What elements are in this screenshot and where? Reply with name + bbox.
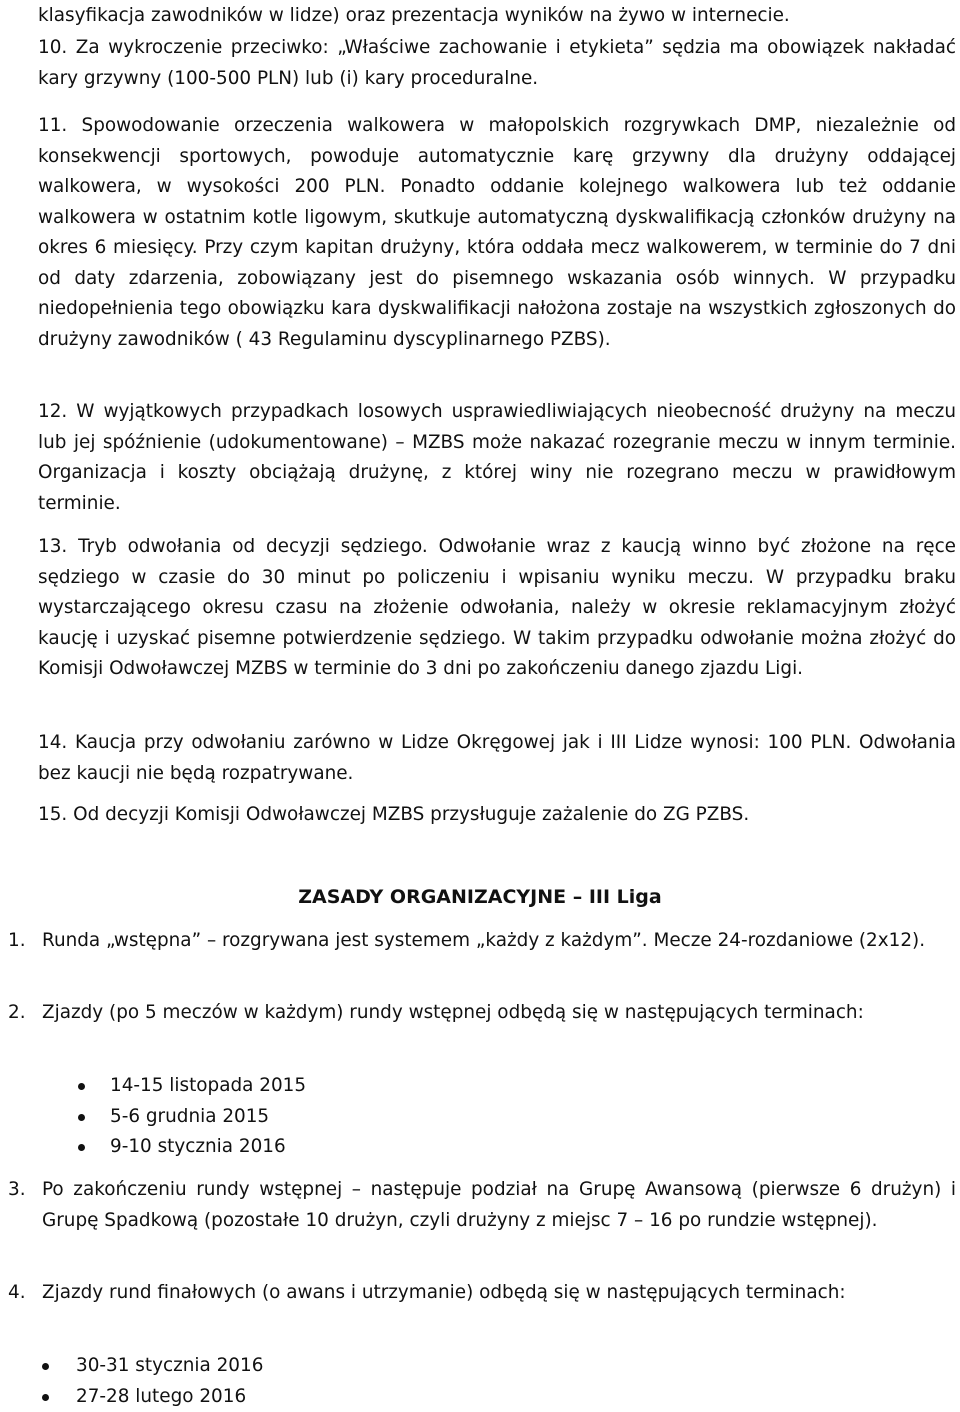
- org-text: Po zakończeniu rundy wstępnej – następuje podział na Grupę Awansową (pierwsze 6 drużyn) i Grupę Spadkową (pozostałe 10 drużyn, czyli drużyny z miejsc 7 – 16 po rundzie wstępnej).: [42, 1179, 956, 1231]
- rule-14: [38, 728, 956, 789]
- preliminary-dates-list: [78, 1071, 478, 1163]
- list-item: 9-10 stycznia 2016: [78, 1132, 478, 1163]
- bullet-icon: [42, 1394, 49, 1401]
- bullet-icon: [42, 1363, 49, 1370]
- continued-text-line: klasyfikacja zawodników w lidze) oraz prezentacja wyników na żywo w internecie.: [38, 5, 790, 26]
- bullet-icon: [78, 1083, 85, 1090]
- rule-number: 15.: [38, 804, 68, 825]
- org-number: 2.: [8, 1002, 26, 1023]
- rule-10: [38, 33, 956, 94]
- rule-number: 14.: [38, 732, 68, 753]
- rule-15: [38, 800, 956, 831]
- rule-text: Kaucja przy odwołaniu zarówno w Lidze Okręgowej jak i III Lidze wynosi: 100 PLN. Odwołania bez kaucji nie będą rozpatrywane.: [38, 732, 956, 784]
- list-item: 30-31 stycznia 2016: [42, 1351, 442, 1382]
- org-number: 3.: [8, 1179, 26, 1200]
- list-item: 27-28 lutego 2016: [42, 1382, 442, 1412]
- bullet-icon: [78, 1144, 85, 1151]
- list-item: 14-15 listopada 2015: [78, 1071, 478, 1102]
- rule-13: [38, 532, 956, 685]
- rule-number: 10.: [38, 37, 68, 58]
- final-dates-list: [42, 1351, 442, 1412]
- rule-text: Od decyzji Komisji Odwoławczej MZBS przysługuje zażalenie do ZG PZBS.: [73, 804, 750, 825]
- section-heading: ZASADY ORGANIZACYJNE – III Liga: [298, 886, 662, 908]
- rule-number: 11.: [38, 115, 68, 136]
- rule-number: 13.: [38, 536, 68, 557]
- org-number: 4.: [8, 1282, 26, 1303]
- rule-12: [38, 397, 956, 519]
- rule-text: Spowodowanie orzeczenia walkowera w małopolskich rozgrywkach DMP, niezależnie od konsekwencji sportowych, powoduje automatycznie karę grzywny dla drużyny oddającej walkowera, w wysokości 200 PLN. Ponadto oddanie kolejnego walkowera lub też oddanie walkowera w ostatnim kotle ligowym, skutkuje automatyczną dyskwalifikacją członków drużyny na okres 6 miesięcy. Przy czym kapitan drużyny, która oddała mecz walkowerem, w terminie do 7 dni od daty zdarzenia, zobowiązany jest do pisemnego wskazania osób winnych. W przypadku niedopełnienia tego obowiązku kara dyskwalifikacji nałożona zostaje na wszystkich zgłoszonych do drużyny zawodników ( 43 Regulaminu dyscyplinarnego PZBS).: [38, 115, 956, 350]
- rule-11: [38, 111, 956, 355]
- rule-text: Za wykroczenie przeciwko: „Właściwe zachowanie i etykieta” sędzia ma obowiązek nakładać kary grzywny (100-500 PLN) lub (i) kary proceduralne.: [38, 37, 956, 89]
- org-number: 1.: [8, 930, 26, 951]
- org-text: Runda „wstępna” – rozgrywana jest systemem „każdy z każdym”. Mecze 24-rozdaniowe (2x12).: [42, 930, 926, 951]
- org-text: Zjazdy rund finałowych (o awans i utrzymanie) odbędą się w następujących terminach:: [42, 1282, 846, 1303]
- rule-number: 12.: [38, 401, 68, 422]
- rule-text: Tryb odwołania od decyzji sędziego. Odwołanie wraz z kaucją winno być złożone na ręce sędziego w czasie do 30 minut po policzeniu i wpisaniu wyniku meczu. W przypadku braku wystarczającego okresu czasu na złożenie odwołania, należy w okresie reklamacyjnym złożyć kaucję i uzyskać pisemne potwierdzenie sędziego. W takim przypadku odwołanie można złożyć do Komisji Odwoławczej MZBS w terminie do 3 dni po zakończeniu danego zjazdu Ligi.: [38, 536, 956, 679]
- rule-text: W wyjątkowych przypadkach losowych usprawiedliwiających nieobecność drużyny na meczu lub jej spóźnienie (udokumentowane) – MZBS może nakazać rozegranie meczu w innym terminie. Organizacja i koszty obciążają drużynę, z której winy nie rozegrano meczu w prawidłowym terminie.: [38, 401, 956, 514]
- org-text: Zjazdy (po 5 meczów w każdym) rundy wstępnej odbędą się w następujących terminach:: [42, 1002, 864, 1023]
- bullet-icon: [78, 1114, 85, 1121]
- list-item: 5-6 grudnia 2015: [78, 1102, 478, 1133]
